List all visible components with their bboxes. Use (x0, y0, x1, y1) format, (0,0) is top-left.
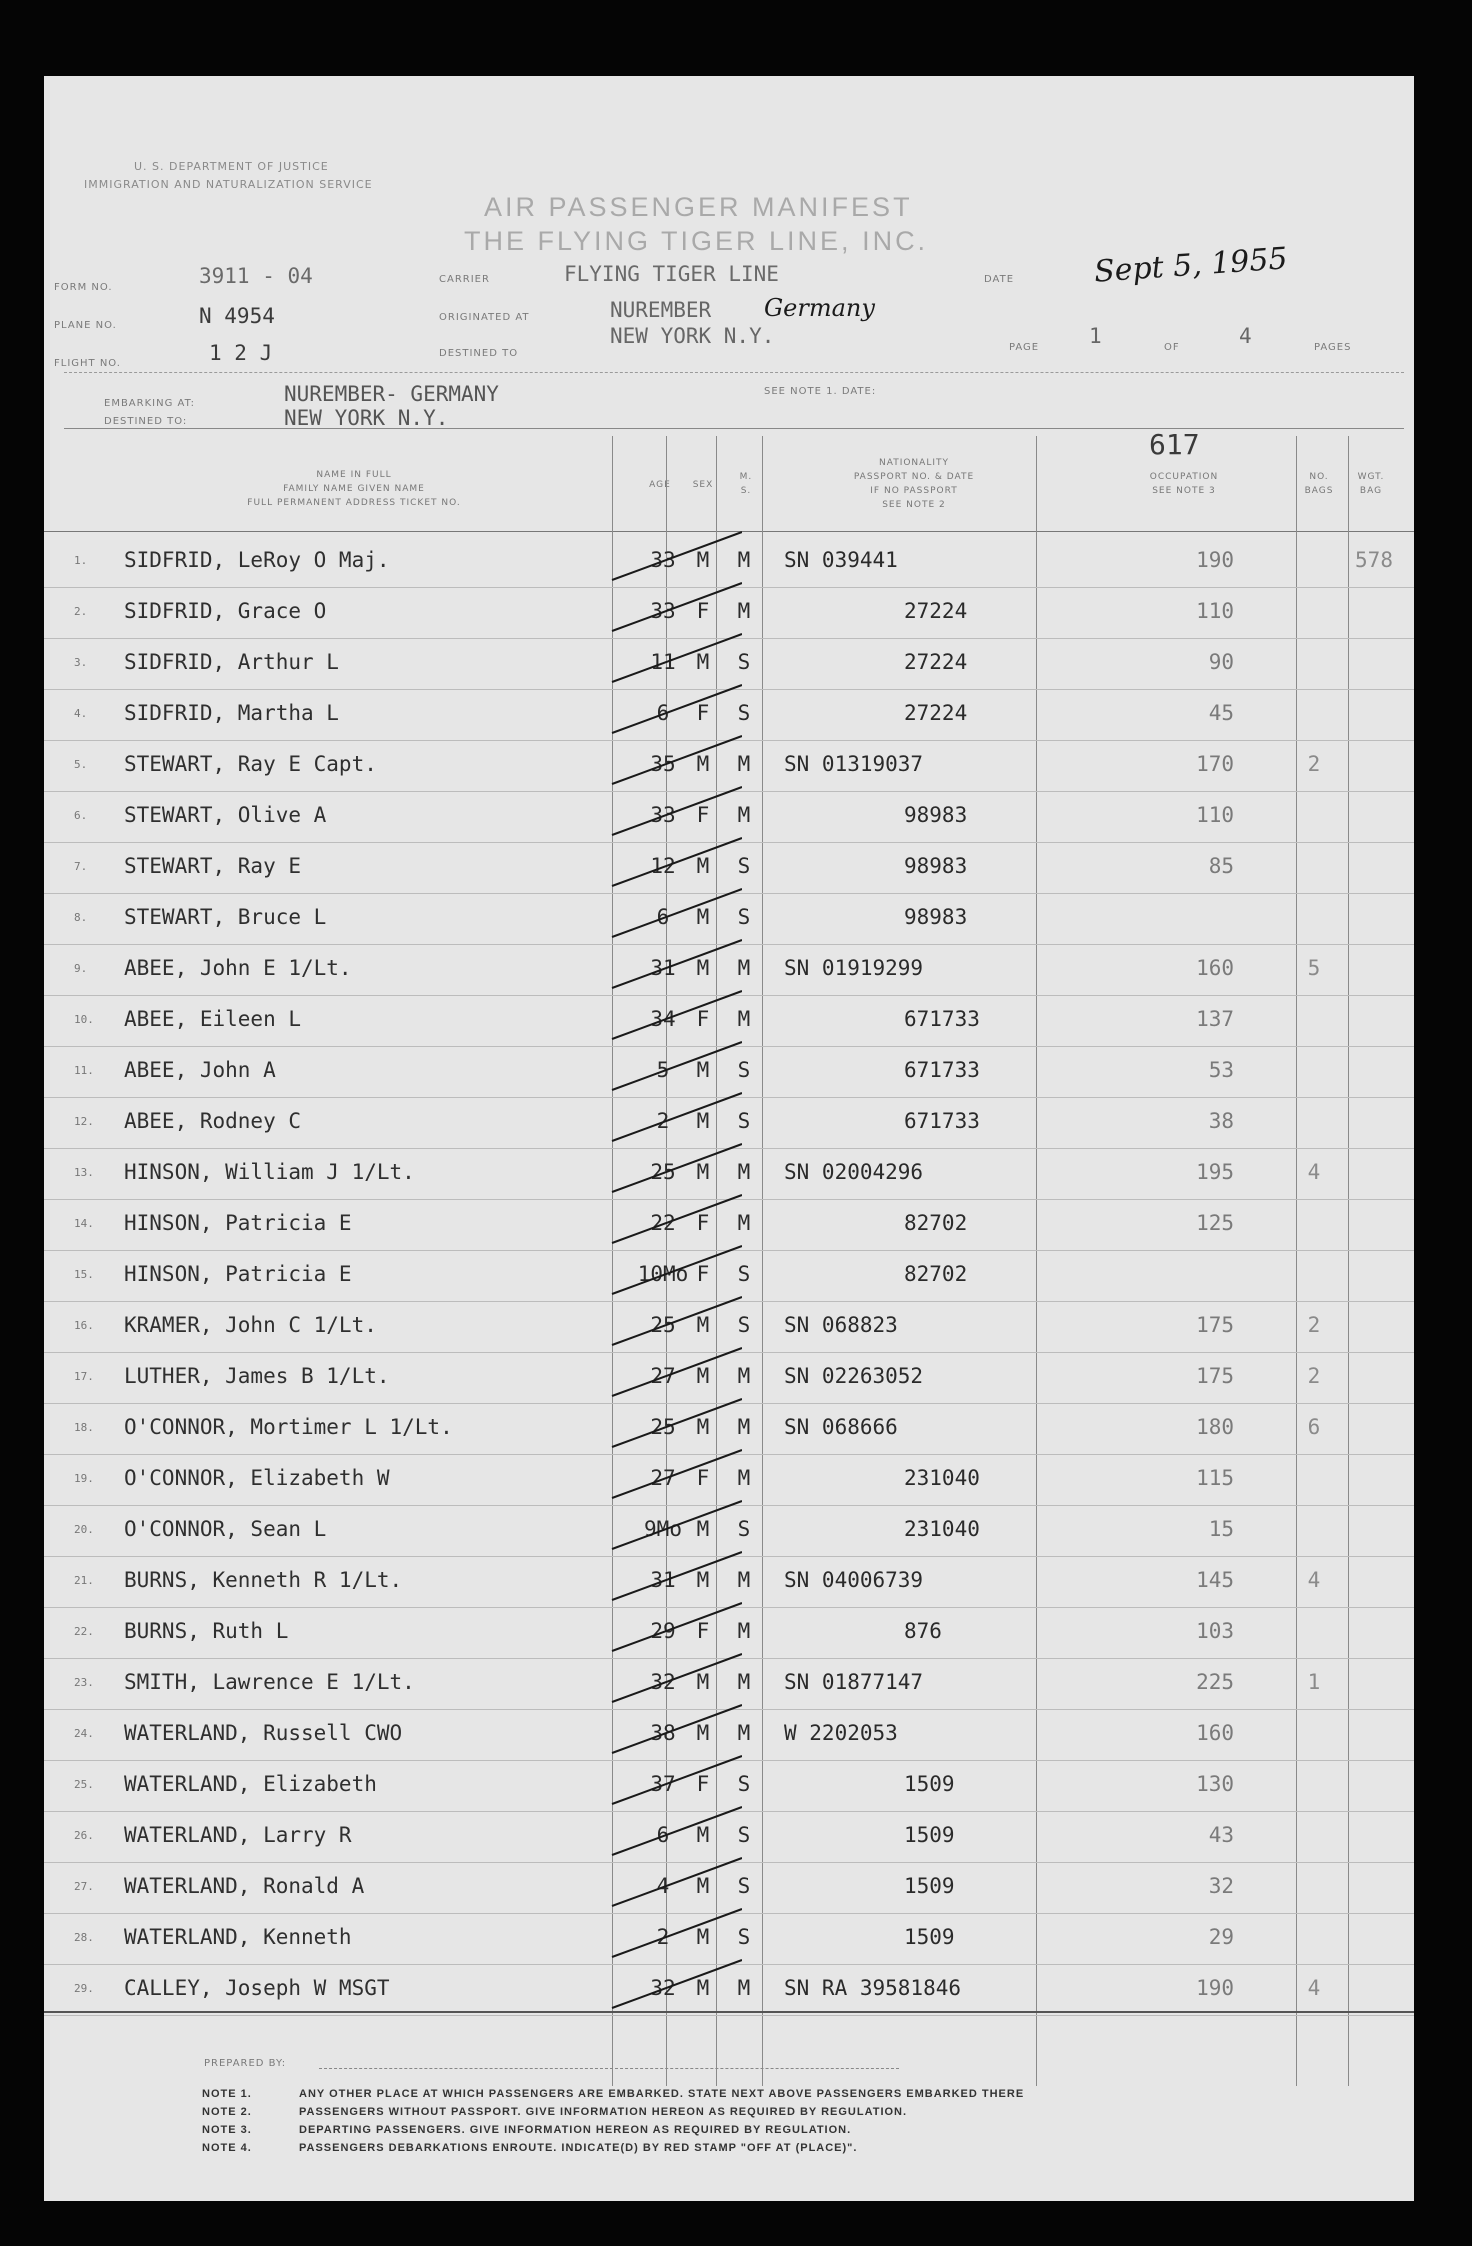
passenger-bag-weight: 578 (1355, 548, 1393, 572)
originated-label: ORIGINATED AT (439, 312, 530, 323)
footnote-text: ANY OTHER PLACE AT WHICH PASSENGERS ARE EMBARKED. STATE NEXT ABOVE PASSENGERS EMBARKED THERE (299, 2088, 1025, 2100)
passenger-name: WATERLAND, Elizabeth (124, 1772, 377, 1796)
row-number: 14. (74, 1217, 94, 1230)
passenger-bags: 6 (1307, 1415, 1321, 1439)
notes-block (202, 2088, 1302, 2160)
passenger-passport: SN 01319037 (784, 752, 924, 776)
footnote (202, 2142, 1302, 2160)
passenger-age: 33 (650, 599, 676, 623)
passenger-sex: M (696, 905, 710, 929)
passenger-sex: M (696, 1976, 710, 2000)
row-number: 11. (74, 1064, 94, 1077)
manifest-sheet (44, 76, 1414, 2201)
pages-label: PAGES (1314, 342, 1352, 353)
passenger-age: 25 (650, 1313, 676, 1337)
row-number: 21. (74, 1574, 94, 1587)
passenger-sex: M (696, 1670, 710, 1694)
passenger-sex: F (696, 1772, 710, 1796)
col-header-occupation: OCCUPATION SEE NOTE 3 (1149, 472, 1219, 496)
passenger-bags: 4 (1307, 1160, 1321, 1184)
passenger-passport: SN 02263052 (784, 1364, 924, 1388)
footnote (202, 2088, 1302, 2106)
passenger-passport: 82702 (904, 1262, 968, 1286)
carrier-label: CARRIER (439, 274, 490, 285)
passenger-sex: M (696, 752, 710, 776)
passenger-sex: F (696, 701, 710, 725)
of-value: 4 (1239, 324, 1252, 348)
passenger-sex: M (696, 548, 710, 572)
stamp-number: 617 (1149, 428, 1200, 461)
footnote (202, 2106, 1302, 2124)
passenger-passport: 671733 (904, 1109, 980, 1133)
passenger-marital-status: S (737, 1262, 751, 1286)
col-header-weight: WGT. BAG (1357, 472, 1385, 496)
passenger-marital-status: S (737, 1313, 751, 1337)
row-number: 16. (74, 1319, 94, 1332)
passenger-age: 10Mo (637, 1262, 689, 1286)
passenger-age: 25 (650, 1160, 676, 1184)
passenger-marital-status: S (737, 1109, 751, 1133)
row-number: 20. (74, 1523, 94, 1536)
passenger-sex: M (696, 854, 710, 878)
passenger-sex: M (696, 1415, 710, 1439)
row-number: 6. (74, 809, 88, 822)
passenger-name: O'CONNOR, Mortimer L 1/Lt. (124, 1415, 453, 1439)
footnote-text: DEPARTING PASSENGERS. GIVE INFORMATION HEREON AS REQUIRED BY REGULATION. (299, 2124, 852, 2136)
passenger-sex: M (696, 1160, 710, 1184)
passenger-passport: 1509 (904, 1823, 955, 1847)
passenger-sex: M (696, 1925, 710, 1949)
destined-value: NEW YORK N.Y. (610, 324, 775, 348)
passenger-name: LUTHER, James B 1/Lt. (124, 1364, 390, 1388)
passenger-age: 27 (650, 1364, 676, 1388)
passenger-name: HINSON, William J 1/Lt. (124, 1160, 415, 1184)
passenger-name: ABEE, John E 1/Lt. (124, 956, 352, 980)
passenger-passport: SN 01877147 (784, 1670, 924, 1694)
passenger-passport: 98983 (904, 854, 968, 878)
passenger-passport: 27224 (904, 701, 968, 725)
agency-line-2: IMMIGRATION AND NATURALIZATION SERVICE (84, 178, 373, 191)
footnote-label: NOTE 1. (202, 2088, 252, 2100)
row-number: 24. (74, 1727, 94, 1740)
row-number: 8. (74, 911, 88, 924)
row-number: 3. (74, 656, 88, 669)
date-handwritten: Sept 5, 1955 (1093, 241, 1289, 290)
footnote (202, 2124, 1302, 2142)
originated-value: NUREMBER (610, 298, 712, 322)
row-number: 12. (74, 1115, 94, 1128)
passenger-passport: W 2202053 (784, 1721, 898, 1745)
passenger-sex: F (696, 1262, 710, 1286)
passenger-marital-status: S (737, 905, 751, 929)
passenger-passport: SN 02004296 (784, 1160, 924, 1184)
carrier-value: FLYING TIGER LINE (564, 262, 779, 286)
passenger-sex: M (696, 650, 710, 674)
row-number: 4. (74, 707, 88, 720)
row-number: 29. (74, 1982, 94, 1995)
row-number: 1. (74, 554, 88, 567)
passenger-sex: M (696, 1721, 710, 1745)
passenger-age: 31 (650, 1568, 676, 1592)
passenger-marital-status: S (737, 1058, 751, 1082)
row-number: 26. (74, 1829, 94, 1842)
passenger-passport: 876 (904, 1619, 942, 1643)
divider (44, 2011, 1414, 2013)
row-number: 2. (74, 605, 88, 618)
passenger-passport: 27224 (904, 650, 968, 674)
passenger-passport: 27224 (904, 599, 968, 623)
passenger-name: SIDFRID, Grace O (124, 599, 327, 623)
passenger-marital-status: S (737, 1823, 751, 1847)
passenger-age: 25 (650, 1415, 676, 1439)
passenger-occupation: 225 (1196, 1670, 1234, 1694)
passenger-marital-status: M (737, 1415, 751, 1439)
passenger-age: 6 (656, 905, 670, 929)
passenger-name: WATERLAND, Ronald A (124, 1874, 365, 1898)
passenger-occupation: 175 (1196, 1364, 1234, 1388)
passenger-age: 33 (650, 803, 676, 827)
passenger-age: 2 (656, 1109, 670, 1133)
passenger-marital-status: S (737, 1517, 751, 1541)
passenger-name: SIDFRID, Martha L (124, 701, 339, 725)
passenger-passport: 231040 (904, 1466, 980, 1490)
passenger-passport: SN 068666 (784, 1415, 898, 1439)
col-header-age: AGE (649, 480, 671, 490)
passenger-name: WATERLAND, Kenneth (124, 1925, 352, 1949)
passenger-bags: 5 (1307, 956, 1321, 980)
passenger-passport: 671733 (904, 1007, 980, 1031)
passenger-occupation: 29 (1208, 1925, 1234, 1949)
passenger-occupation: 130 (1196, 1772, 1234, 1796)
passenger-bags: 4 (1307, 1568, 1321, 1592)
passenger-age: 12 (650, 854, 676, 878)
passenger-name: STEWART, Ray E Capt. (124, 752, 377, 776)
col-header-name: NAME IN FULL FAMILY NAME GIVEN NAME FULL PERMANENT ADDRESS TICKET NO. (247, 470, 461, 508)
passenger-age: 9Mo (644, 1517, 682, 1541)
see-note-label: SEE NOTE 1. DATE: (764, 386, 877, 397)
page-value: 1 (1089, 324, 1102, 348)
passenger-marital-status: M (737, 1976, 751, 2000)
passenger-sex: M (696, 1313, 710, 1337)
passenger-occupation: 125 (1196, 1211, 1234, 1235)
passenger-age: 4 (656, 1874, 670, 1898)
passenger-name: O'CONNOR, Sean L (124, 1517, 327, 1541)
destined-label: DESTINED TO (439, 348, 519, 359)
passenger-marital-status: S (737, 701, 751, 725)
passenger-name: ABEE, Rodney C (124, 1109, 302, 1133)
passenger-marital-status: M (737, 1364, 751, 1388)
row-number: 13. (74, 1166, 94, 1179)
page-label: PAGE (1009, 342, 1040, 353)
footnote-text: PASSENGERS WITHOUT PASSPORT. GIVE INFORMATION HEREON AS REQUIRED BY REGULATION. (299, 2106, 908, 2118)
passenger-occupation: 190 (1196, 1976, 1234, 2000)
passenger-marital-status: M (737, 1160, 751, 1184)
form-no-label: FORM NO. (54, 282, 113, 293)
passenger-name: STEWART, Olive A (124, 803, 327, 827)
passenger-marital-status: M (737, 1568, 751, 1592)
passenger-name: WATERLAND, Larry R (124, 1823, 352, 1847)
col-header-nationality: NATIONALITY PASSPORT NO. & DATE IF NO PASSPORT SEE NOTE 2 (853, 458, 975, 510)
row-number: 23. (74, 1676, 94, 1689)
passenger-name: CALLEY, Joseph W MSGT (124, 1976, 390, 2000)
passenger-sex: M (696, 1058, 710, 1082)
row-number: 25. (74, 1778, 94, 1791)
passenger-marital-status: M (737, 1721, 751, 1745)
passenger-age: 6 (656, 1823, 670, 1847)
passenger-passport: SN 01919299 (784, 956, 924, 980)
passenger-name: STEWART, Ray E (124, 854, 302, 878)
passenger-age: 27 (650, 1466, 676, 1490)
prepared-by-label: PREPARED BY: (204, 2058, 287, 2069)
passenger-occupation: 110 (1196, 803, 1234, 827)
passenger-occupation: 190 (1196, 548, 1234, 572)
passenger-name: SIDFRID, LeRoy O Maj. (124, 548, 390, 572)
form-title: AIR PASSENGER MANIFEST (484, 192, 913, 222)
passenger-occupation: 175 (1196, 1313, 1234, 1337)
row-number: 7. (74, 860, 88, 873)
passenger-occupation: 15 (1208, 1517, 1234, 1541)
divider (64, 372, 1404, 373)
footnote-label: NOTE 2. (202, 2106, 252, 2118)
passenger-name: BURNS, Kenneth R 1/Lt. (124, 1568, 403, 1592)
agency-line-1: U. S. DEPARTMENT OF JUSTICE (134, 160, 329, 173)
passenger-marital-status: M (737, 548, 751, 572)
passenger-name: KRAMER, John C 1/Lt. (124, 1313, 377, 1337)
passenger-name: O'CONNOR, Elizabeth W (124, 1466, 390, 1490)
passenger-marital-status: M (737, 752, 751, 776)
passenger-occupation: 170 (1196, 752, 1234, 776)
passenger-name: STEWART, Bruce L (124, 905, 327, 929)
passenger-name: ABEE, John A (124, 1058, 276, 1082)
passenger-age: 34 (650, 1007, 676, 1031)
passenger-occupation: 110 (1196, 599, 1234, 623)
passenger-sex: F (696, 1007, 710, 1031)
row-number: 19. (74, 1472, 94, 1485)
passenger-age: 29 (650, 1619, 676, 1643)
destined-label-2: DESTINED TO: (104, 416, 188, 427)
passenger-name: SMITH, Lawrence E 1/Lt. (124, 1670, 415, 1694)
passenger-occupation: 53 (1208, 1058, 1234, 1082)
passenger-age: 37 (650, 1772, 676, 1796)
passenger-sex: F (696, 803, 710, 827)
passenger-marital-status: S (737, 854, 751, 878)
passenger-age: 5 (656, 1058, 670, 1082)
flight-no-label: FLIGHT NO. (54, 358, 121, 369)
passenger-sex: F (696, 1466, 710, 1490)
originated-handwritten: Germany (764, 294, 875, 322)
plane-no-label: PLANE NO. (54, 320, 117, 331)
row-number: 17. (74, 1370, 94, 1383)
footnote-text: PASSENGERS DEBARKATIONS ENROUTE. INDICATE(D) BY RED STAMP "OFF AT (PLACE)". (299, 2142, 858, 2154)
disembarked-value: NEW YORK N.Y. (284, 406, 449, 430)
passenger-sex: M (696, 1874, 710, 1898)
passenger-age: 35 (650, 752, 676, 776)
passenger-sex: M (696, 1517, 710, 1541)
passenger-marital-status: S (737, 650, 751, 674)
passenger-marital-status: M (737, 1619, 751, 1643)
passenger-passport: 1509 (904, 1874, 955, 1898)
passenger-bags: 2 (1307, 1313, 1321, 1337)
passenger-occupation: 45 (1208, 701, 1234, 725)
passenger-sex: F (696, 599, 710, 623)
passenger-bags: 4 (1307, 1976, 1321, 2000)
passenger-occupation: 195 (1196, 1160, 1234, 1184)
passenger-marital-status: M (737, 599, 751, 623)
passenger-occupation: 115 (1196, 1466, 1234, 1490)
row-number: 22. (74, 1625, 94, 1638)
row-number: 27. (74, 1880, 94, 1893)
passenger-marital-status: S (737, 1925, 751, 1949)
passenger-occupation: 145 (1196, 1568, 1234, 1592)
passenger-age: 11 (650, 650, 676, 674)
passenger-passport: 671733 (904, 1058, 980, 1082)
passenger-marital-status: M (737, 956, 751, 980)
passenger-age: 32 (650, 1670, 676, 1694)
check-mark (592, 1956, 742, 2016)
passenger-name: HINSON, Patricia E (124, 1262, 352, 1286)
passenger-occupation: 90 (1208, 650, 1234, 674)
passenger-passport: SN 04006739 (784, 1568, 924, 1592)
passenger-passport: 82702 (904, 1211, 968, 1235)
passenger-age: 22 (650, 1211, 676, 1235)
passenger-occupation: 85 (1208, 854, 1234, 878)
row-number: 10. (74, 1013, 94, 1026)
embarking-label: EMBARKING AT: (104, 398, 195, 409)
passenger-passport: SN RA 39581846 (784, 1976, 962, 2000)
passenger-marital-status: M (737, 1211, 751, 1235)
passenger-passport: 1509 (904, 1925, 955, 1949)
row-number: 18. (74, 1421, 94, 1434)
date-label: DATE (984, 274, 1015, 285)
row-number: 15. (74, 1268, 94, 1281)
col-header-bags: NO. BAGS (1304, 472, 1334, 496)
prepared-by-line (319, 2068, 899, 2069)
flight-code-value: 1 2 J (209, 341, 273, 365)
table-row (44, 1964, 1414, 2016)
passenger-age: 33 (650, 548, 676, 572)
passenger-occupation: 160 (1196, 956, 1234, 980)
passenger-marital-status: S (737, 1874, 751, 1898)
passenger-age: 6 (656, 701, 670, 725)
passenger-passport: 98983 (904, 905, 968, 929)
passenger-age: 31 (650, 956, 676, 980)
passenger-sex: M (696, 1109, 710, 1133)
passenger-age: 32 (650, 1976, 676, 2000)
footnote-label: NOTE 4. (202, 2142, 252, 2154)
passenger-occupation: 137 (1196, 1007, 1234, 1031)
passenger-name: HINSON, Patricia E (124, 1211, 352, 1235)
passenger-passport: 98983 (904, 803, 968, 827)
passenger-sex: F (696, 1211, 710, 1235)
passenger-bags: 1 (1307, 1670, 1321, 1694)
passenger-name: BURNS, Ruth L (124, 1619, 289, 1643)
passenger-occupation: 38 (1208, 1109, 1234, 1133)
passenger-name: ABEE, Eileen L (124, 1007, 302, 1031)
passenger-name: SIDFRID, Arthur L (124, 650, 339, 674)
passenger-sex: M (696, 956, 710, 980)
row-number: 28. (74, 1931, 94, 1944)
passenger-marital-status: M (737, 1466, 751, 1490)
passenger-sex: F (696, 1619, 710, 1643)
passenger-occupation: 103 (1196, 1619, 1234, 1643)
passenger-age: 38 (650, 1721, 676, 1745)
col-header-ms: M. S. (739, 472, 753, 496)
passenger-bags: 2 (1307, 752, 1321, 776)
passenger-sex: M (696, 1568, 710, 1592)
passenger-sex: M (696, 1823, 710, 1847)
passenger-name: WATERLAND, Russell CWO (124, 1721, 403, 1745)
passenger-passport: SN 068823 (784, 1313, 898, 1337)
of-label: OF (1164, 342, 1180, 353)
passenger-marital-status: M (737, 1670, 751, 1694)
row-number: 5. (74, 758, 88, 771)
passenger-marital-status: M (737, 803, 751, 827)
row-number: 9. (74, 962, 88, 975)
passenger-sex: M (696, 1364, 710, 1388)
passenger-marital-status: M (737, 1007, 751, 1031)
passenger-bags: 2 (1307, 1364, 1321, 1388)
passenger-marital-status: S (737, 1772, 751, 1796)
footnote-label: NOTE 3. (202, 2124, 252, 2136)
divider (64, 428, 1404, 429)
passenger-occupation: 43 (1208, 1823, 1234, 1847)
col-header-sex: SEX (692, 480, 714, 490)
embarking-value: NUREMBER- GERMANY (284, 382, 499, 406)
passenger-passport: 231040 (904, 1517, 980, 1541)
passenger-occupation: 180 (1196, 1415, 1234, 1439)
passenger-occupation: 160 (1196, 1721, 1234, 1745)
passenger-age: 2 (656, 1925, 670, 1949)
form-no-value: 3911 - 04 (199, 264, 313, 288)
plane-no-value: N 4954 (199, 304, 275, 328)
passenger-occupation: 32 (1208, 1874, 1234, 1898)
passenger-passport: 1509 (904, 1772, 955, 1796)
passenger-passport: SN 039441 (784, 548, 898, 572)
form-subtitle: THE FLYING TIGER LINE, INC. (464, 226, 929, 256)
